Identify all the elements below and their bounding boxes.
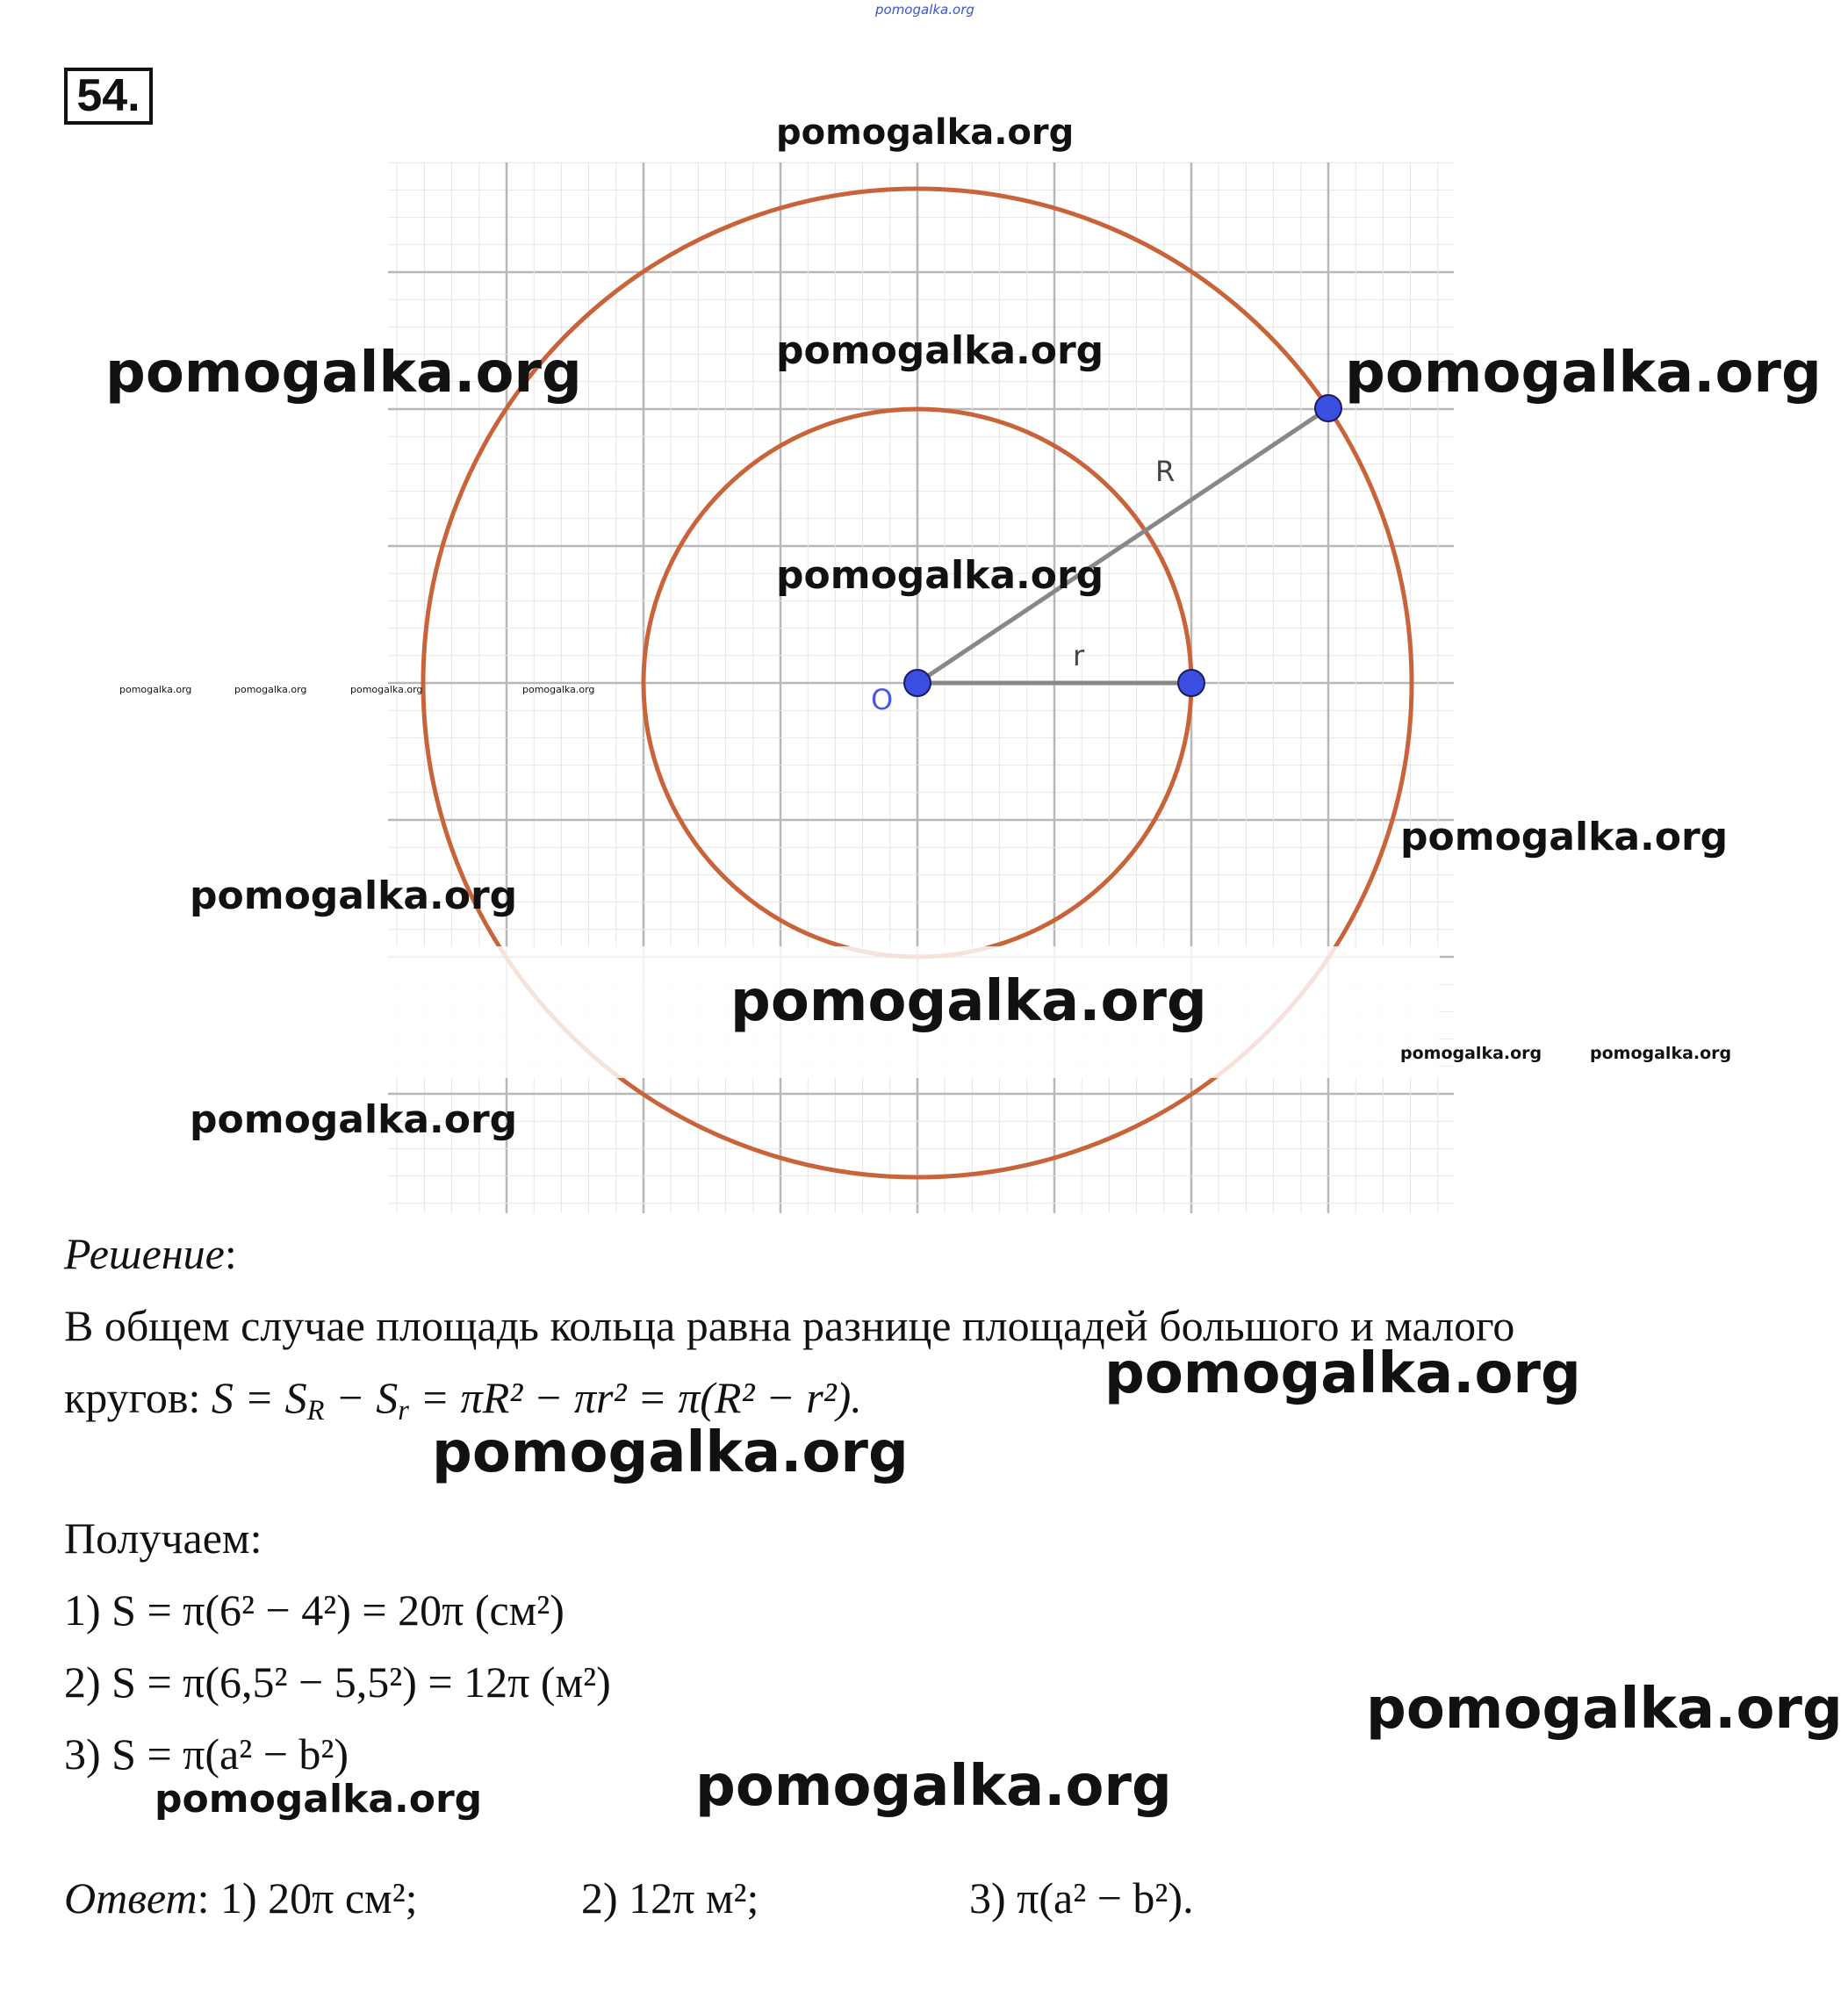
center-point	[904, 670, 931, 696]
watermark: pomogalka.org	[119, 684, 192, 695]
result-case-2: 2) S = π(6,5² − 5,5²) = 12π (м²)	[64, 1657, 611, 1707]
watermark-top: pomogalka.org	[875, 2, 974, 18]
answer-line: Ответ: 1) 20π см²;	[64, 1873, 418, 1923]
watermark: pomogalka.org	[1345, 341, 1822, 406]
point-on-big-circle	[1315, 395, 1341, 421]
watermark: pomogalka.org	[776, 112, 1075, 153]
watermark: pomogalka.org	[1590, 1044, 1732, 1063]
answer-part-2: 2) 12π м²;	[581, 1873, 759, 1923]
watermark: pomogalka.org	[432, 1420, 909, 1485]
result-intro: Получаем:	[64, 1513, 262, 1563]
point-on-small-circle	[1178, 670, 1204, 696]
watermark: pomogalka.org	[1104, 1341, 1581, 1406]
watermark: pomogalka.org	[776, 553, 1104, 598]
solution-formula: кругов: $S = S_R - S_r = \pi R^2 - \pi r^2 = \pi(R^2 - r^2)$.	[64, 1373, 862, 1427]
answer-part-1: 1) 20π см²;	[209, 1873, 418, 1923]
watermark: pomogalka.org	[776, 328, 1104, 373]
watermark: pomogalka.org	[190, 873, 518, 918]
center-label: O	[871, 683, 894, 716]
watermark: pomogalka.org	[1366, 1677, 1843, 1742]
watermark: pomogalka.org	[522, 684, 595, 695]
problem-number: 54.	[64, 68, 153, 125]
solution-general-text: В общем случае площадь кольца равна разнице площадей большого и малого	[64, 1301, 1515, 1350]
watermark: pomogalka.org	[730, 969, 1207, 1034]
answer-part-3: 3) π(a² − b²).	[969, 1873, 1194, 1923]
result-case-1: 1) S = π(6² − 4²) = 20π (см²)	[64, 1585, 564, 1635]
solution-heading: Решение:	[64, 1229, 237, 1278]
watermark: pomogalka.org	[695, 1754, 1172, 1819]
small-radius-label: r	[1073, 639, 1085, 672]
watermark: pomogalka.org	[105, 341, 582, 406]
result-case-3: 3) S = π(a² − b²)	[64, 1729, 349, 1779]
big-radius-label: R	[1155, 455, 1176, 488]
watermark: pomogalka.org	[1400, 815, 1729, 859]
watermark: pomogalka.org	[190, 1097, 518, 1142]
watermark: pomogalka.org	[234, 684, 307, 695]
watermark: pomogalka.org	[1400, 1044, 1542, 1063]
answer-label: Ответ	[64, 1873, 198, 1923]
watermark: pomogalka.org	[350, 684, 423, 695]
watermark: pomogalka.org	[155, 1777, 483, 1822]
